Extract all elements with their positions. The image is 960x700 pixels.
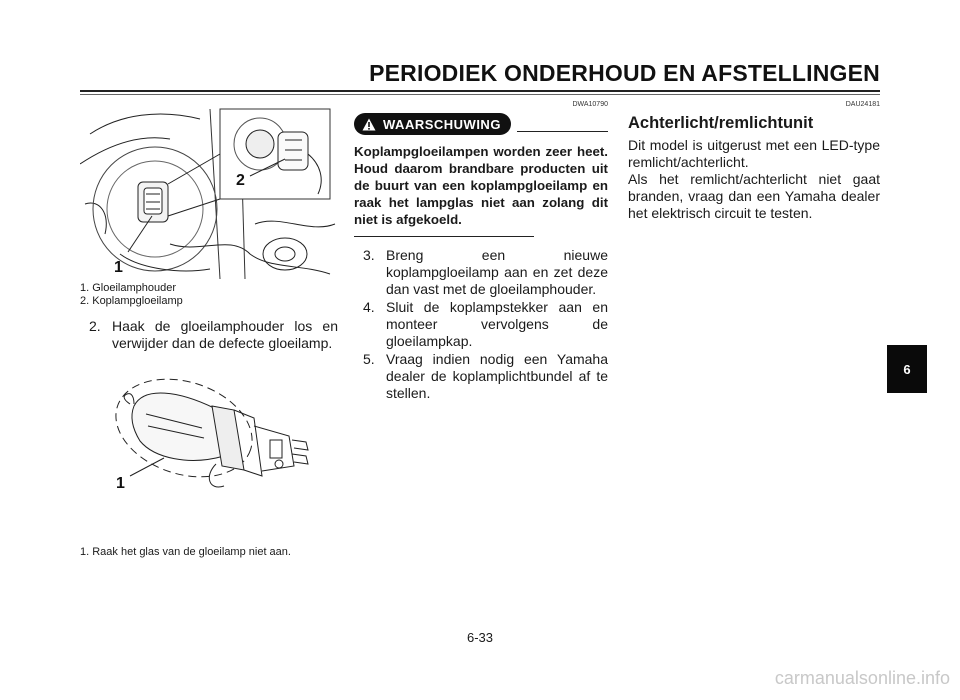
steps-list-middle [354,247,608,402]
step-text: Breng een nieuwe koplampgloeilamp aan en zet deze dan vast met de gloeilamphouder. [386,247,608,297]
step-number: 5. [363,351,375,367]
figure1-callout-2: 2 [236,172,245,189]
header-rule-thin [80,94,880,95]
warning-header-rule [517,131,608,132]
step-text: Sluit de koplampstekker aan en monteer vervolgens de gloeilampkap. [386,299,608,349]
figure2-callout-1: 1 [116,475,125,492]
step-number: 3. [363,247,375,263]
warning-code: DWA10790 [572,101,608,108]
step-item [354,299,608,350]
halogen-bulb-figure [94,366,334,536]
figure1-callout-1: 1 [114,259,123,276]
step-number: 4. [363,299,375,315]
warning-badge [354,113,511,135]
step-item [354,351,608,402]
step-item [80,318,338,352]
warning-triangle-icon [362,118,376,131]
warning-text: Koplampgloeilampen worden zeer heet. Houd daarom brandbare producten uit de buurt van een koplampgloeilamp en raak het lampglas niet aan zolang dit niet is afgekoeld. [354,144,608,227]
column-left [80,100,338,559]
step-item [354,247,608,298]
section-code: DAU24181 [845,101,880,108]
figure1-caption-2: 2. Koplampgloeilamp [80,295,183,307]
section-title: Achterlicht/remlichtunit [628,114,814,132]
warning-label: WAARSCHUWING [383,116,501,132]
section-paragraph: Als het remlicht/achterlicht niet gaat branden, vraag dan een Yamaha dealer het elektrisch circuit te testen. [628,171,880,221]
figure2-caption: 1. Raak het glas van de gloeilamp niet aan. [80,546,291,558]
warning-end-rule [354,236,534,237]
page-number: 6-33 [466,630,494,645]
warning-header [354,113,608,135]
figure1-caption-1: 1. Gloeilamphouder [80,282,177,294]
column-middle [354,100,608,403]
section-paragraph: Dit model is uitgerust met een LED-type remlicht/achterlicht. [628,137,880,170]
step-text: Haak de gloeilamphouder los en verwijder dan de defecte gloeilamp. [112,318,338,351]
header-rule [80,90,880,92]
headlight-bulb-holder-figure [80,104,338,282]
chapter-tab: 6 [887,345,927,393]
steps-list-left [80,318,338,352]
column-right [628,100,880,222]
step-number: 2. [89,318,101,334]
watermark: carmanualsonline.info [774,668,950,688]
step-text: Vraag indien nodig een Yamaha dealer de koplamplichtbundel af te stellen. [386,351,608,401]
page-header-title: PERIODIEK ONDERHOUD EN AFSTELLINGEN [369,60,880,86]
